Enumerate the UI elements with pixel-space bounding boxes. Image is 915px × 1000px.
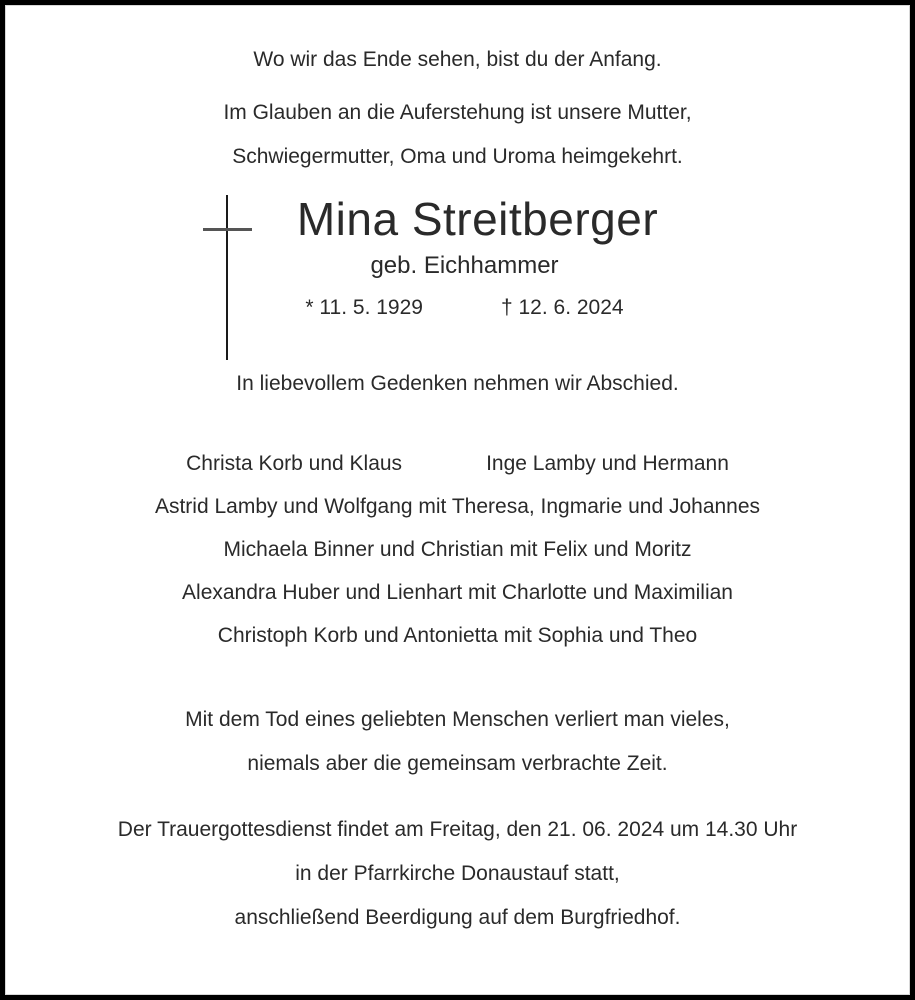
burial-location-line: anschließend Beerdigung auf dem Burgfriedhof. [234,906,681,930]
remembrance-line: In liebevollem Gedenken nehmen wir Abschied. [236,372,679,396]
intro-verse: Wo wir das Ende sehen, bist du der Anfang. [253,48,662,71]
family-member-left: Christa Korb und Klaus [186,452,403,476]
deceased-maiden-name: geb. Eichhammer [370,252,559,280]
death-date: † 12. 6. 2024 [500,296,624,320]
surviving-family-block [155,452,760,648]
family-pair-row [186,452,729,476]
family-member-right: Inge Lamby und Hermann [486,452,729,476]
service-location-line: in der Pfarrkirche Donaustauf statt, [295,862,620,886]
intro-line-first: Im Glauben an die Auferstehung ist unsere Mutter, [223,101,692,124]
family-line: Alexandra Huber und Lienhart mit Charlotte und Maximilian [182,581,733,605]
cross-horizontal-bar [203,228,252,231]
family-line: Christoph Korb und Antonietta mit Sophia und Theo [217,624,698,648]
life-dates-row [291,296,623,320]
family-line: Astrid Lamby und Wolfgang mit Theresa, Ingmarie und Johannes [154,495,761,519]
intro-line-second: Schwiegermutter, Oma und Uroma heimgekehrt. [232,145,683,168]
deceased-full-name: Mina Streitberger [296,193,659,245]
cross-vertical-bar [226,195,228,360]
family-line: Michaela Binner und Christian mit Felix und Moritz [223,538,692,562]
birth-date: * 11. 5. 1929 [305,296,423,320]
service-datetime-line: Der Trauergottesdienst findet am Freitag, den 21. 06. 2024 um 14.30 Uhr [117,818,798,842]
obituary-notice-body [5,5,910,995]
funeral-service-block [118,818,797,930]
closing-verse-line-first: Mit dem Tod eines geliebten Menschen verliert man vieles, [185,708,730,732]
latin-cross-icon [203,195,253,360]
closing-verse-line-second: niemals aber die gemeinsam verbrachte Zeit. [247,752,668,776]
closing-verse-block [185,708,730,776]
deceased-name-block [6,195,909,320]
